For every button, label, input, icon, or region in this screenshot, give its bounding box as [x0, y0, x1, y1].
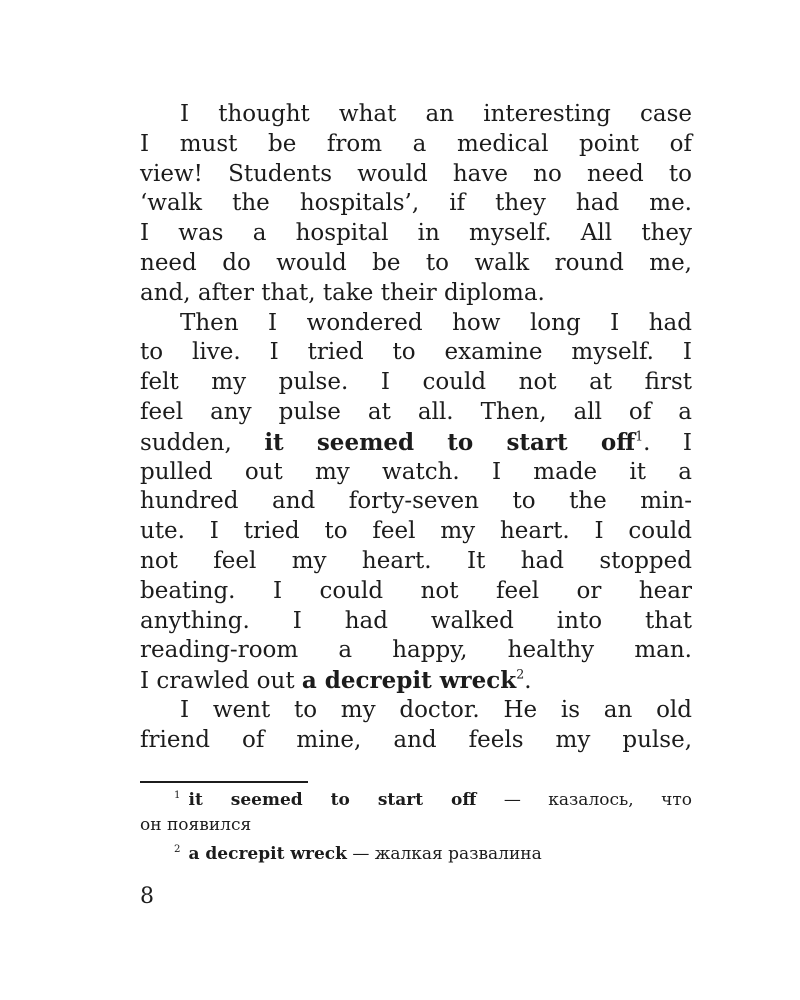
text-fragment: . I: [643, 429, 693, 456]
text-fragment: sudden,: [140, 429, 232, 456]
text-line: view! Students would have no need to: [140, 160, 692, 187]
text-line: felt my pulse. I could not at first: [140, 369, 692, 396]
text-fragment: I crawled out: [140, 668, 295, 695]
text-line: need do would be to walk round me,: [140, 249, 692, 276]
footnote-number: 2: [174, 844, 181, 856]
text-line: I thought what an interesting case: [180, 101, 692, 127]
glossed-term: it seemed to start off: [264, 428, 636, 456]
footnote-ref: 2: [516, 666, 525, 682]
footnote-2: [140, 842, 692, 867]
text-line: reading-room a happy, healthy man.: [140, 637, 692, 664]
text-line: to live. I tried to examine myself. I: [140, 339, 692, 366]
footnote-1-continuation: он появился: [140, 815, 252, 835]
body-text: [140, 100, 692, 756]
text-line: beating. I could not feel or hear: [140, 577, 692, 604]
text-line: I went to my doctor. He is an old: [180, 696, 692, 723]
text-line: [140, 428, 692, 458]
text-line: friend of mine, and feels my pulse,: [140, 726, 692, 753]
text-line: anything. I had walked into that: [140, 607, 692, 634]
footnote-1: [140, 788, 692, 813]
footnote-translation: — жалкая развалина: [352, 844, 542, 864]
text-line: I was a hospital in myself. All they: [140, 220, 692, 247]
text-line: and, after that, take their diploma.: [140, 279, 545, 306]
text-fragment: .: [524, 668, 532, 695]
footnote-ref: 1: [635, 428, 644, 444]
page-number: 8: [140, 884, 154, 909]
footnote-number: 1: [174, 790, 181, 802]
footnote-term: it seemed to start off: [188, 790, 477, 810]
footnote-divider: [140, 781, 308, 783]
text-line: ‘walk the hospitals’, if they had me.: [140, 190, 692, 217]
footnote-term: a decrepit wreck: [188, 844, 347, 864]
text-line: feel any pulse at all. Then, all of a: [140, 398, 692, 425]
footnote-translation: — казалось, что: [503, 790, 693, 810]
text-line: pulled out my watch. I made it a: [140, 458, 692, 485]
text-line: [140, 666, 692, 696]
text-line: Then I wondered how long I had: [180, 309, 692, 336]
text-line: I must be from a medical point of: [140, 130, 692, 157]
text-line: ute. I tried to feel my heart. I could: [140, 518, 692, 545]
text-line: hundred and forty-seven to the min-: [140, 488, 692, 515]
text-line: not feel my heart. It had stopped: [140, 547, 692, 574]
footnotes: [140, 788, 692, 867]
glossed-term: a decrepit wreck: [301, 667, 517, 695]
